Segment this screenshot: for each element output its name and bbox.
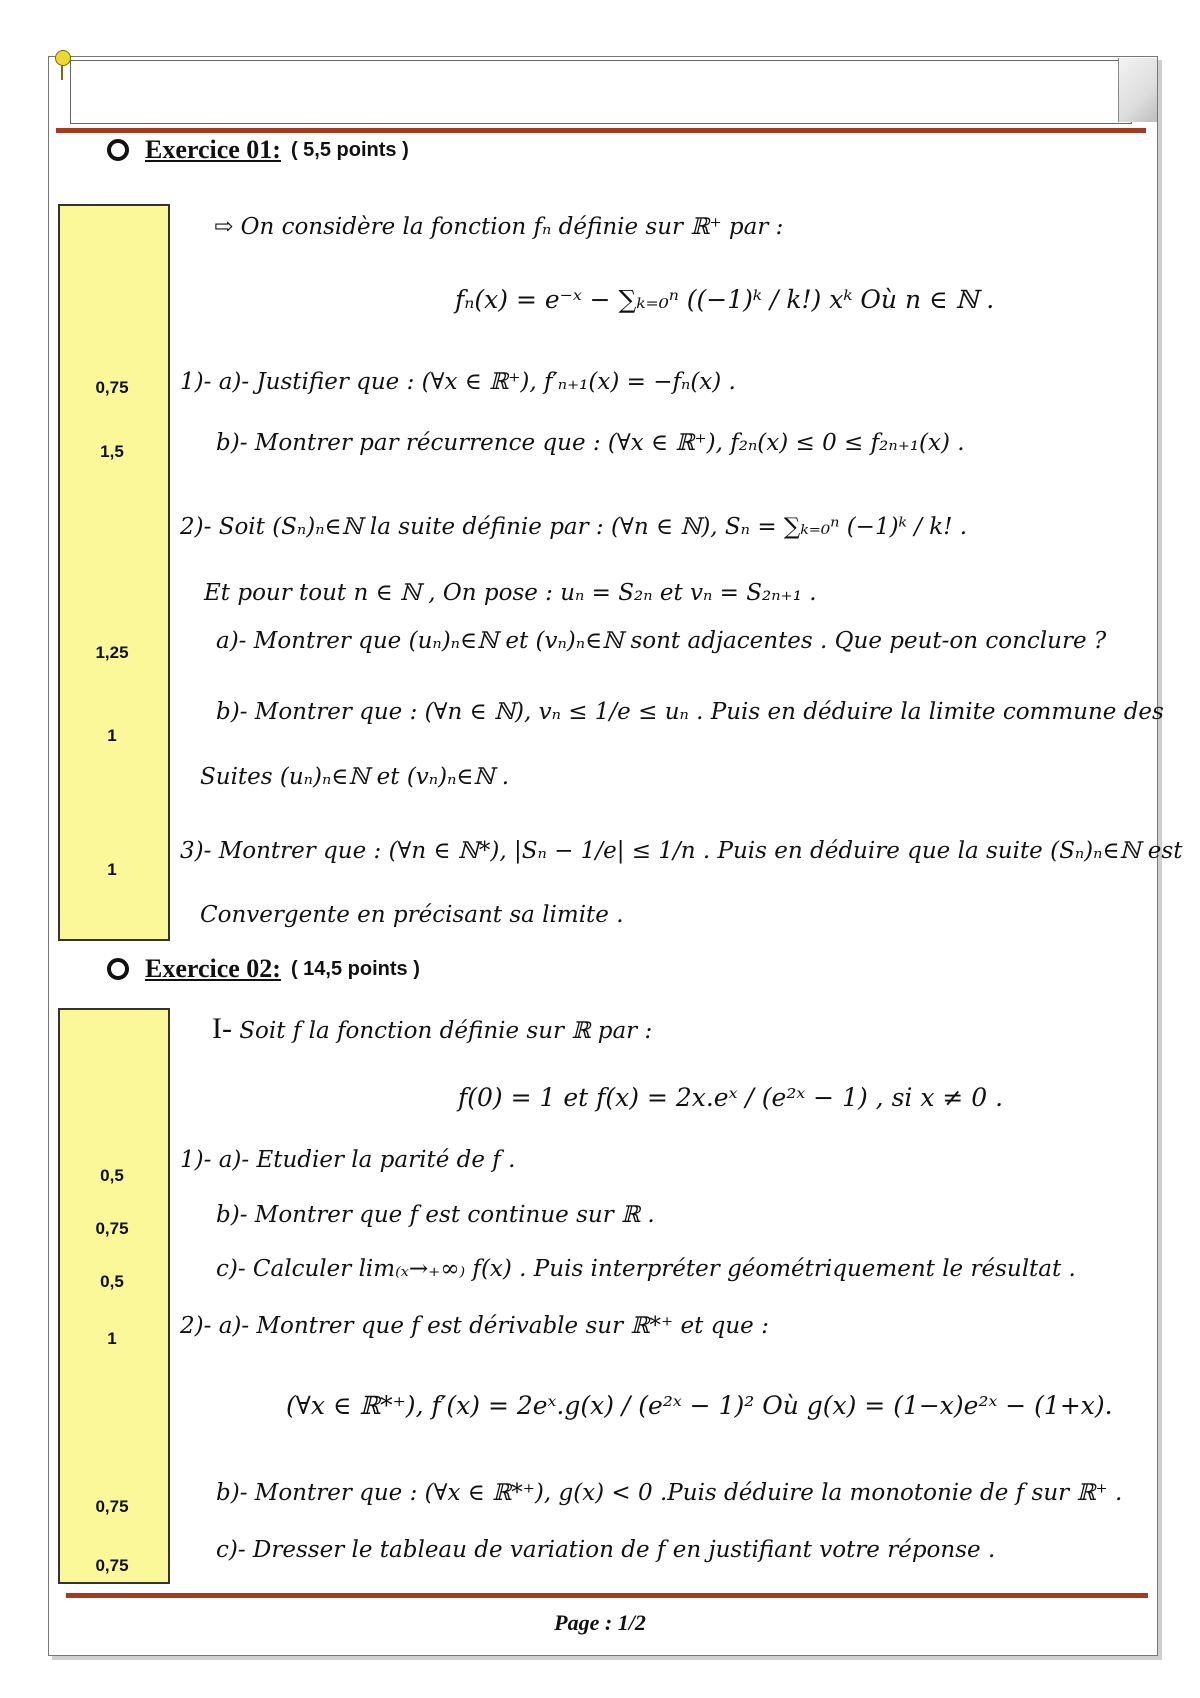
exercise2-title: Exercice 02: (145, 954, 281, 983)
ex1-question-2b: b)- Montrer que : (∀n ∈ ℕ), vₙ ≤ 1/e ≤ uₙ . Puis en déduire la limite commune des (216, 699, 1164, 725)
ex2-question-1a: 1)- a)- Etudier la parité de f . (180, 1147, 516, 1173)
ex2-question-2c: c)- Dresser le tableau de variation de f en justifiant votre réponse . (216, 1537, 996, 1563)
ex1-question-3: 3)- Montrer que : (∀n ∈ ℕ*), |Sₙ − 1/e| ≤ 1/n . Puis en déduire que la suite (Sₙ)ₙ∈ℕ est (180, 838, 1183, 864)
ex2-part-label: I- (212, 1012, 232, 1045)
ex1-question-2a: a)- Montrer que (uₙ)ₙ∈ℕ et (vₙ)ₙ∈ℕ sont adjacentes . Que peut-on conclure ? (216, 628, 1107, 654)
ex2-question-1b: b)- Montrer que f est continue sur ℝ . (216, 1202, 655, 1228)
ex2-question-2b: b)- Montrer que : (∀x ∈ ℝ*⁺), g(x) < 0 .Puis déduire la monotonie de f sur ℝ⁺ . (216, 1480, 1123, 1506)
exercise1-grade-column (58, 204, 170, 941)
exercise1-heading (107, 133, 409, 167)
ex1-question-3-continued: Convergente en précisant sa limite . (200, 902, 624, 928)
bullet-icon (107, 958, 129, 980)
grade-ex1-q1b: 1,5 (100, 442, 124, 461)
ex2-intro: Soit f la fonction définie sur ℝ par : (239, 1018, 653, 1044)
ex1-intro: ⇨ On considère la fonction fₙ définie sur ℝ⁺ par : (214, 214, 784, 240)
ex2-question-2a: 2)- a)- Montrer que f est dérivable sur ℝ*⁺ et que : (180, 1313, 769, 1339)
ex1-question-1a: 1)- a)- Justifier que : (∀x ∈ ℝ⁺), f′ₙ₊₁(x) = −fₙ(x) . (180, 369, 736, 395)
exercise2-points: ( 14,5 points ) (290, 957, 420, 980)
grade-ex1-q2b: 1 (107, 726, 117, 745)
exercise1-points: ( 5,5 points ) (290, 138, 409, 161)
ex1-question-1b: b)- Montrer par récurrence que : (∀x ∈ ℝ⁺), f₂ₙ(x) ≤ 0 ≤ f₂ₙ₊₁(x) . (216, 430, 965, 456)
exercise1-title: Exercice 01: (145, 135, 281, 164)
ex2-formula: f(0) = 1 et f(x) = 2x.eˣ / (e²ˣ − 1) , si x ≠ 0 . (458, 1083, 1004, 1112)
ex1-question-2: 2)- Soit (Sₙ)ₙ∈ℕ la suite définie par : (∀n ∈ ℕ), Sₙ = ∑ₖ₌₀ⁿ (−1)ᵏ / k! . (180, 514, 968, 540)
exercise2-heading (107, 952, 420, 986)
ex1-question-2-definition: Et pour tout n ∈ ℕ , On pose : uₙ = S₂ₙ et vₙ = S₂ₙ₊₁ . (204, 580, 817, 606)
ex1-question-2b-continued: Suites (uₙ)ₙ∈ℕ et (vₙ)ₙ∈ℕ . (200, 764, 510, 790)
page-number: Page : 1/2 (554, 1610, 646, 1635)
grade-ex1-q3: 1 (107, 860, 117, 879)
page-corner-fold (1118, 58, 1157, 122)
grade-ex2-q1c: 0,5 (100, 1272, 124, 1291)
header-box (70, 60, 1132, 124)
ex2-derivative-formula: (∀x ∈ ℝ*⁺), f′(x) = 2eˣ.g(x) / (e²ˣ − 1)² Où g(x) = (1−x)e²ˣ − (1+x). (286, 1391, 1113, 1420)
ex2-question-1c: c)- Calculer lim₍ₓ→₊∞₎ f(x) . Puis interpréter géométriquement le résultat . (216, 1256, 1076, 1282)
bottom-rule (66, 1593, 1148, 1598)
grade-ex2-q2c: 0,75 (95, 1556, 129, 1575)
grade-ex2-q2a: 1 (107, 1329, 117, 1348)
grade-ex1-q1a: 0,75 (95, 378, 129, 397)
grade-ex2-q2b: 0,75 (95, 1497, 129, 1516)
ex2-part-intro (212, 1012, 652, 1046)
bullet-icon (107, 139, 129, 161)
pushpin-icon (55, 50, 71, 66)
grade-ex1-q2a: 1,25 (95, 643, 129, 662)
grade-ex2-q1b: 0,75 (95, 1219, 129, 1238)
grade-ex2-q1a: 0,5 (100, 1166, 124, 1185)
ex1-formula: fₙ(x) = e⁻ˣ − ∑ₖ₌₀ⁿ ((−1)ᵏ / k!) xᵏ Où n ∈ ℕ . (455, 285, 995, 314)
